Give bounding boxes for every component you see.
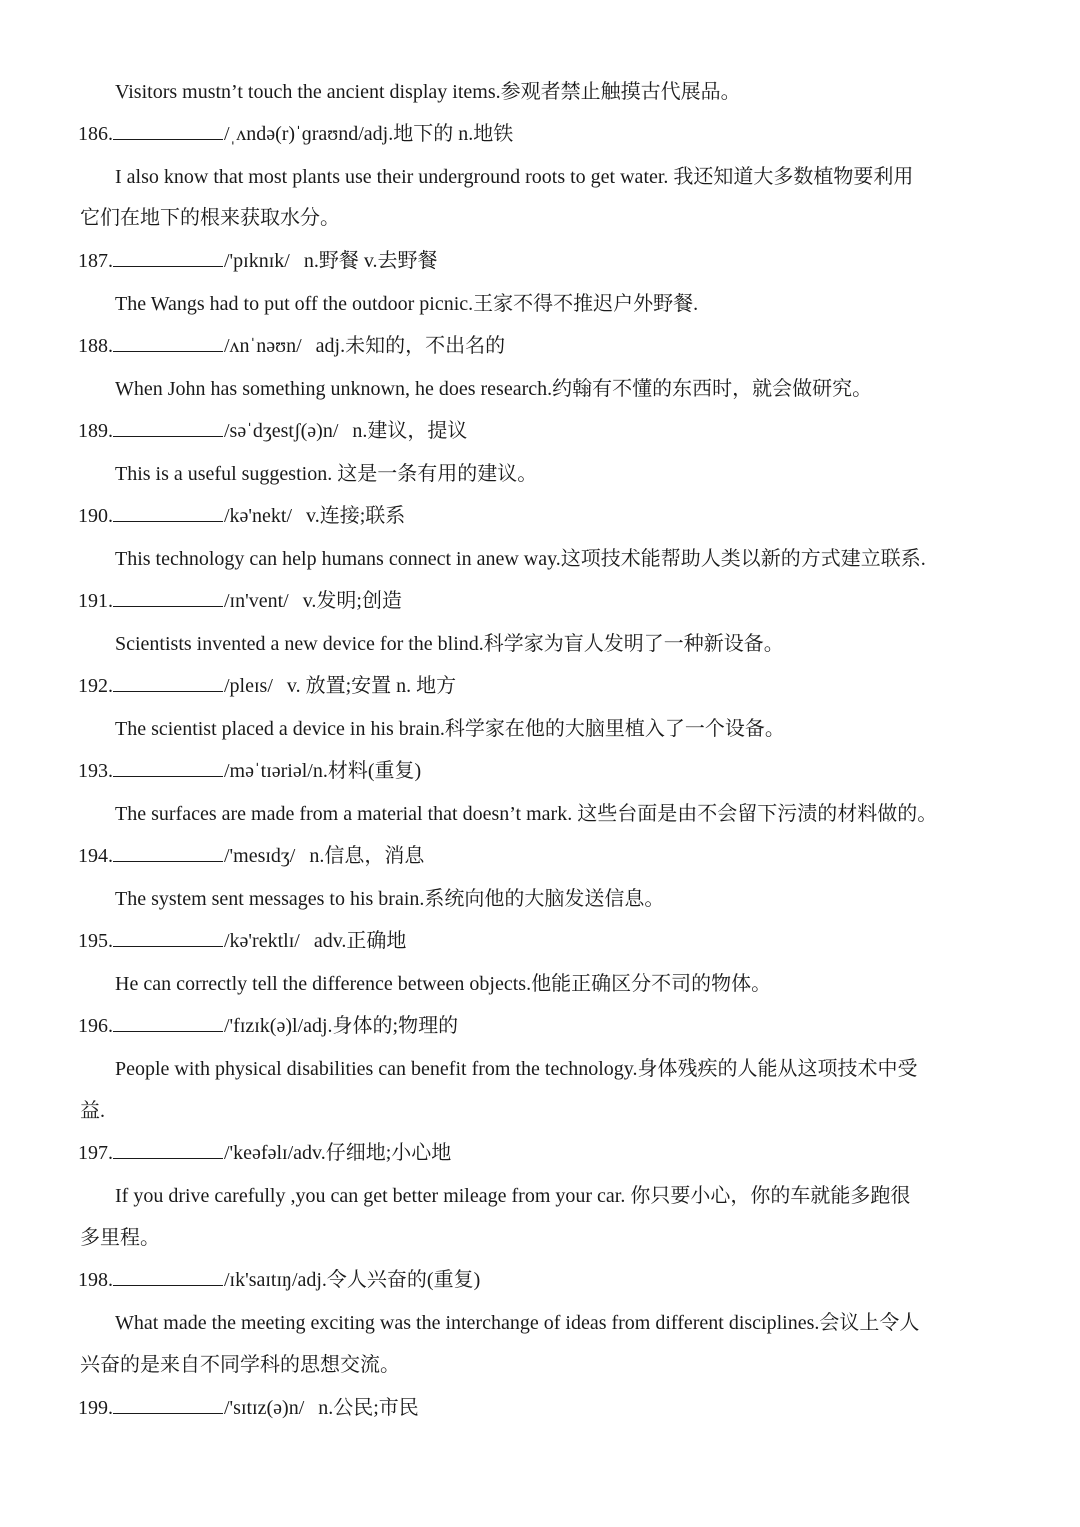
entry-number: 191. bbox=[78, 590, 113, 612]
example-sentence: This technology can help humans connect in anew way.这项技术能帮助人类以新的方式建立联系. bbox=[115, 548, 926, 570]
vocab-entry-199 bbox=[78, 1394, 419, 1422]
definition: adj.身体的;物理的 bbox=[303, 1015, 459, 1037]
answer-blank bbox=[113, 588, 223, 607]
definition: n.材料(重复) bbox=[312, 760, 422, 782]
entry-number: 192. bbox=[78, 675, 113, 697]
example-sentence: The Wangs had to put off the outdoor picnic.王家不得不推迟户外野餐. bbox=[115, 293, 699, 315]
example-sentence: If you drive carefully ,you can get better mileage from your car. 你只要小心，你的车就能多跑很 bbox=[115, 1185, 911, 1207]
phonetic: /'sɪtɪz(ə)n/ bbox=[224, 1397, 305, 1419]
definition: v.发明;创造 bbox=[302, 590, 402, 612]
vocab-entry-197 bbox=[78, 1139, 451, 1167]
phonetic: /'fɪzɪk(ə)l/ bbox=[224, 1015, 304, 1037]
phonetic: /ɪk'saɪtɪŋ/ bbox=[224, 1269, 298, 1291]
vocab-entry-196 bbox=[78, 1012, 458, 1040]
answer-blank bbox=[113, 1013, 223, 1032]
vocab-entry-195 bbox=[78, 927, 406, 955]
entry-number: 188. bbox=[78, 335, 113, 357]
definition: n.公民;市民 bbox=[318, 1397, 419, 1419]
phonetic: /ʌnˈnəʊn/ bbox=[224, 335, 302, 357]
phonetic: /ˌʌndə(r)ˈɡraʊnd/adj. bbox=[224, 123, 394, 145]
example-sentence: The scientist placed a device in his brain.科学家在他的大脑里植入了一个设备。 bbox=[115, 718, 785, 740]
definition: n.信息，消息 bbox=[309, 845, 425, 867]
phonetic: /'pɪknɪk/ bbox=[224, 250, 290, 272]
phonetic: /'keəfəlɪ/ bbox=[224, 1142, 294, 1164]
example-sentence: Visitors mustn’t touch the ancient display items.参观者禁止触摸古代展品。 bbox=[115, 81, 741, 103]
example-sentence-continuation: 益. bbox=[80, 1100, 105, 1122]
answer-blank bbox=[113, 843, 223, 862]
phonetic: /ɪn'vent/ bbox=[224, 590, 289, 612]
example-sentence: He can correctly tell the difference between objects.他能正确区分不司的物体。 bbox=[115, 973, 772, 995]
answer-blank bbox=[113, 928, 223, 947]
phonetic: /pleɪs/ bbox=[224, 675, 273, 697]
entry-number: 197. bbox=[78, 1142, 113, 1164]
answer-blank bbox=[113, 1140, 223, 1159]
example-sentence-continuation: 兴奋的是来自不同学科的思想交流。 bbox=[80, 1354, 400, 1376]
definition: adv.正确地 bbox=[313, 930, 407, 952]
entry-number: 194. bbox=[78, 845, 113, 867]
entry-number: 187. bbox=[78, 250, 113, 272]
phonetic: /kə'rektlɪ/ bbox=[224, 930, 300, 952]
definition: n.野餐 v.去野餐 bbox=[303, 250, 438, 272]
answer-blank bbox=[113, 121, 223, 140]
example-sentence: I also know that most plants use their underground roots to get water. 我还知道大多数植物要利用 bbox=[115, 166, 914, 188]
definition: adv.仔细地;小心地 bbox=[293, 1142, 452, 1164]
example-sentence: When John has something unknown, he does research.约翰有不懂的东西时，就会做研究。 bbox=[115, 378, 873, 400]
vocab-entry-188 bbox=[78, 332, 505, 360]
example-sentence: What made the meeting exciting was the interchange of ideas from different disciplines.会议上令人 bbox=[115, 1312, 920, 1334]
entry-number: 186. bbox=[78, 123, 113, 145]
definition: adj.令人兴奋的(重复) bbox=[297, 1269, 481, 1291]
phonetic: /məˈtɪəriəl/ bbox=[224, 760, 313, 782]
answer-blank bbox=[113, 673, 223, 692]
answer-blank bbox=[113, 1395, 223, 1414]
entry-number: 195. bbox=[78, 930, 113, 952]
vocab-entry-189 bbox=[78, 417, 467, 445]
vocab-entry-186 bbox=[78, 120, 513, 148]
phonetic: /kə'nekt/ bbox=[224, 505, 293, 527]
definition: 地下的 n.地铁 bbox=[393, 123, 514, 145]
answer-blank bbox=[113, 758, 223, 777]
answer-blank bbox=[113, 333, 223, 352]
example-sentence-continuation: 多里程。 bbox=[80, 1227, 160, 1249]
answer-blank bbox=[113, 503, 223, 522]
vocab-entry-198 bbox=[78, 1266, 480, 1294]
example-sentence: People with physical disabilities can benefit from the technology.身体残疾的人能从这项技术中受 bbox=[115, 1058, 918, 1080]
answer-blank bbox=[113, 418, 223, 437]
definition: v.连接;联系 bbox=[306, 505, 406, 527]
vocab-entry-194 bbox=[78, 842, 424, 870]
entry-number: 199. bbox=[78, 1397, 113, 1419]
vocab-entry-190 bbox=[78, 502, 405, 530]
entry-number: 193. bbox=[78, 760, 113, 782]
definition: adj.未知的，不出名的 bbox=[315, 335, 506, 357]
entry-number: 198. bbox=[78, 1269, 113, 1291]
example-sentence: The surfaces are made from a material that doesn’t mark. 这些台面是由不会留下污渍的材料做的。 bbox=[115, 803, 938, 825]
definition: n.建议，提议 bbox=[352, 420, 468, 442]
entry-number: 196. bbox=[78, 1015, 113, 1037]
example-sentence: This is a useful suggestion. 这是一条有用的建议。 bbox=[115, 463, 538, 485]
phonetic: /səˈdʒestʃ(ə)n/ bbox=[224, 420, 339, 442]
entry-number: 189. bbox=[78, 420, 113, 442]
definition: v. 放置;安置 n. 地方 bbox=[286, 675, 457, 697]
example-sentence: Scientists invented a new device for the blind.科学家为盲人发明了一种新设备。 bbox=[115, 633, 784, 655]
entry-number: 190. bbox=[78, 505, 113, 527]
vocab-entry-191 bbox=[78, 587, 402, 615]
vocab-entry-192 bbox=[78, 672, 456, 700]
answer-blank bbox=[113, 1267, 223, 1286]
example-sentence-continuation: 它们在地下的根来获取水分。 bbox=[80, 207, 340, 229]
answer-blank bbox=[113, 248, 223, 267]
phonetic: /'mesɪdʒ/ bbox=[224, 845, 296, 867]
vocab-entry-187 bbox=[78, 247, 438, 275]
vocab-entry-193 bbox=[78, 757, 421, 785]
example-sentence: The system sent messages to his brain.系统向他的大脑发送信息。 bbox=[115, 888, 665, 910]
